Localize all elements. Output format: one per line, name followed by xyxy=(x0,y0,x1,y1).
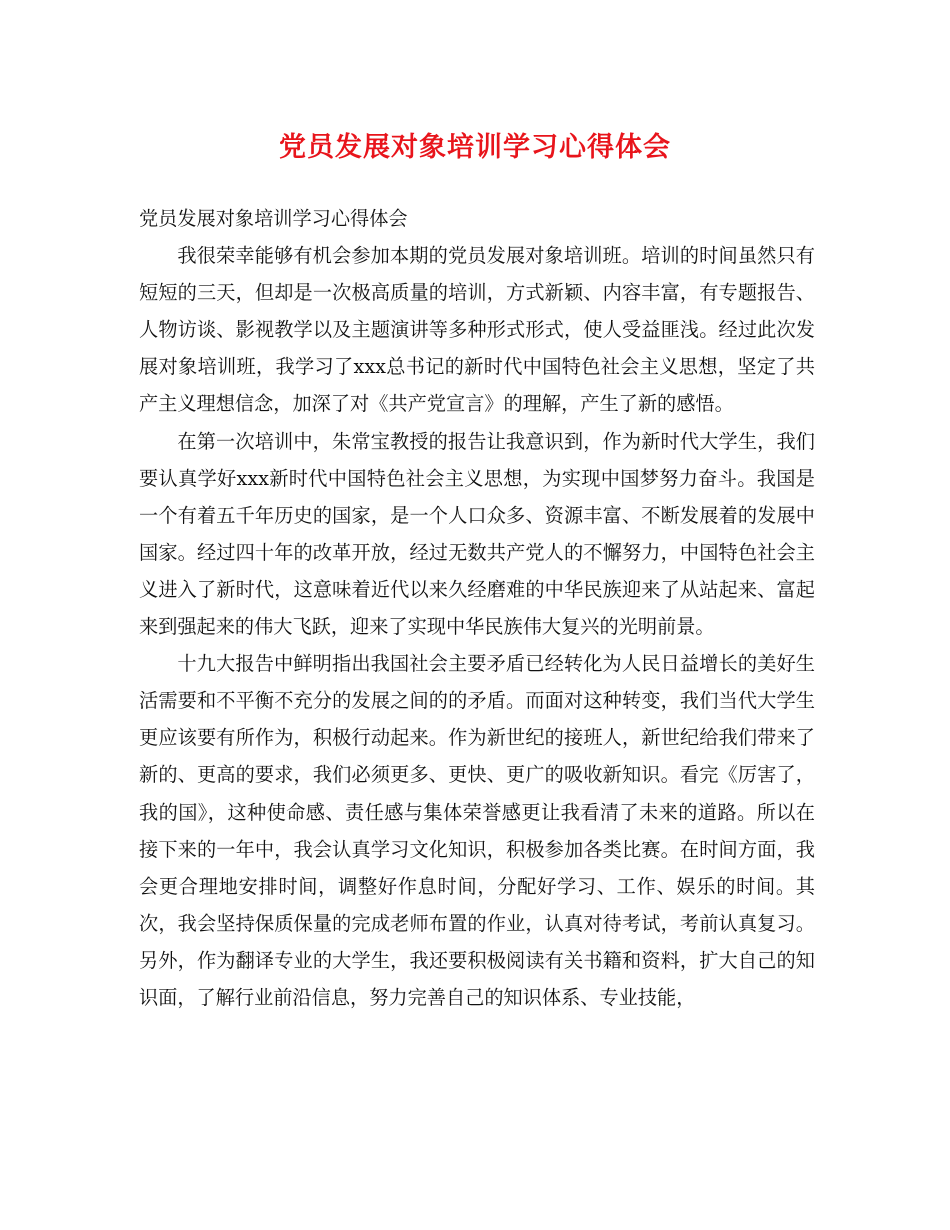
document-title: 党员发展对象培训学习心得体会 xyxy=(279,132,671,163)
document-subtitle: 党员发展对象培训学习心得体会 xyxy=(139,207,408,230)
paragraph-2: 在第一次培训中，朱常宝教授的报告让我意识到，作为新时代大学生，我们要认真学好xxx新时代中国特色社会主义思想，为实现中国梦努力奋斗。我国是一个有着五千年历史的国家，是一个人口众多、资源丰富、不断发展着的发展中国家。经过四十年的改革开放，经过无数共产党人的不懈努力，中国特色社会主义进入了新时代，这意味着近代以来久经磨难的中华民族迎来了从站起来、富起来到强起来的伟大飞跃，迎来了实现中华民族伟大复兴的光明前景。 xyxy=(139,429,815,639)
document-body xyxy=(139,200,815,1016)
paragraph-3: 十九大报告中鲜明指出我国社会主要矛盾已经转化为人民日益增长的美好生活需要和不平衡不充分的发展之间的的矛盾。而面对这种转变，我们当代大学生更应该要有所作为，积极行动起来。作为新世纪的接班人，新世纪给我们带来了新的、更高的要求，我们必须更多、更快、更广的吸收新知识。看完《厉害了，我的国》，这种使命感、责任感与集体荣誉感更让我看清了未来的道路。所以在接下来的一年中，我会认真学习文化知识，积极参加各类比赛。在时间方面，我会更合理地安排时间，调整好作息时间，分配好学习、工作、娱乐的时间。其次，我会坚持保质保量的完成老师布置的作业，认真对待考试，考前认真复习。另外，作为翻译专业的大学生，我还要积极阅读有关书籍和资料，扩大自己的知识面，了解行业前沿信息，努力完善自己的知识体系、专业技能， xyxy=(139,652,815,1009)
paragraph-1: 我很荣幸能够有机会参加本期的党员发展对象培训班。培训的时间虽然只有短短的三天，但却是一次极高质量的培训，方式新颖、内容丰富，有专题报告、人物访谈、影视教学以及主题演讲等多种形式形式，使人受益匪浅。经过此次发展对象培训班，我学习了xxx总书记的新时代中国特色社会主义思想，坚定了共产主义理想信念，加深了对《共产党宣言》的理解，产生了新的感悟。 xyxy=(139,244,815,416)
